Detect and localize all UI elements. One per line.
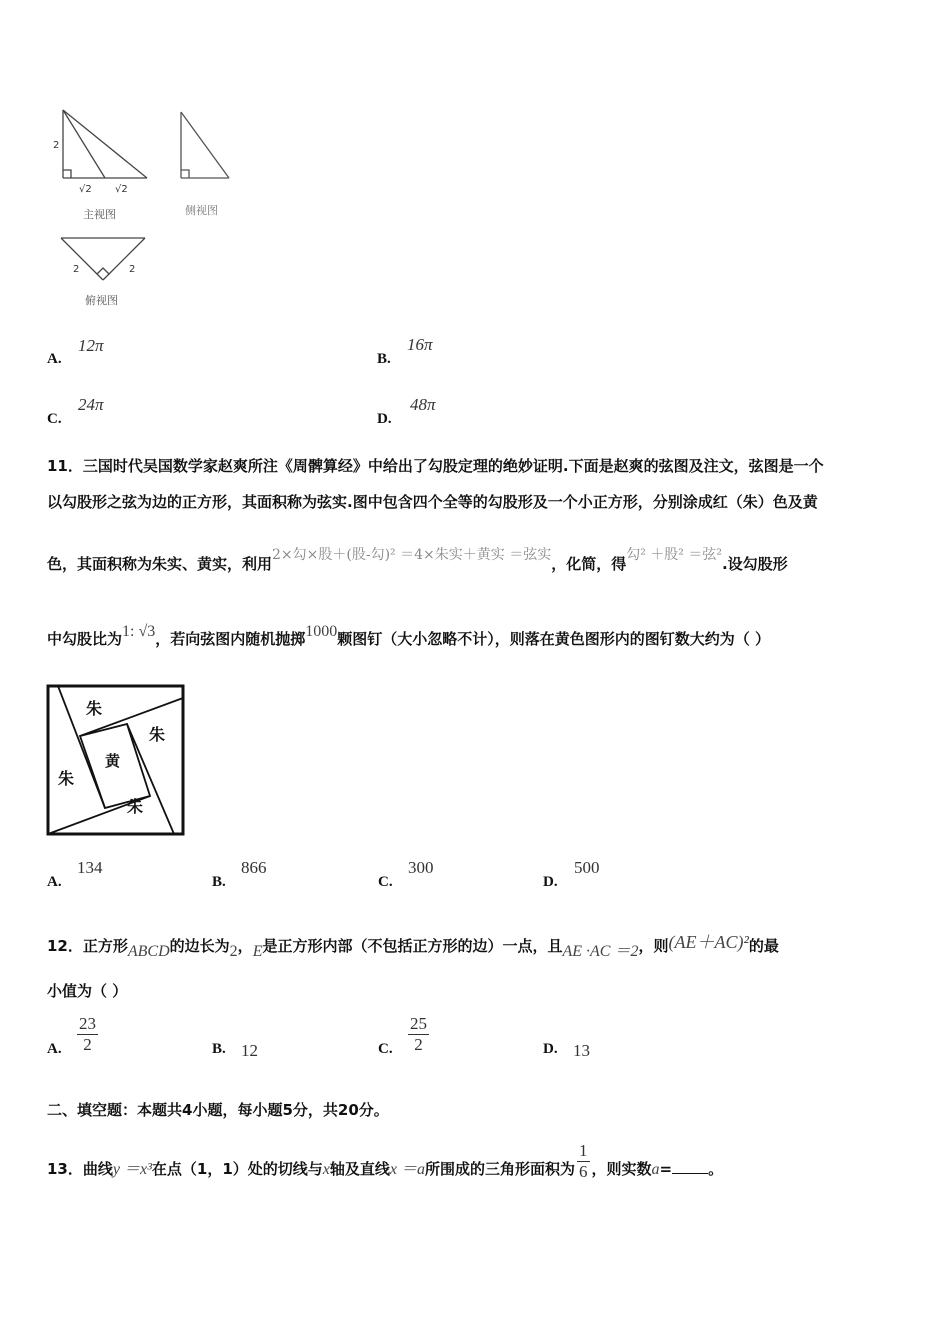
q10-option-a-value: 12π [78,336,104,355]
front-view-caption: 主视图 [83,208,116,221]
q12-option-b-value: 12 [241,1041,258,1060]
q11-line-1: 11．三国时代吴国数学家赵爽所注《周髀算经》中给出了勾股定理的绝妙证明.下面是赵爽的弦图及注文，弦图是一个 [47,457,824,475]
front-label-sqrt2-a: √2 [79,184,92,195]
label-zhu-top: 朱 [86,699,103,718]
q10-option-b-value: 16π [407,335,433,354]
q11-option-c[interactable]: C. [378,874,393,890]
q10-option-c-value: 24π [78,395,104,414]
q11-option-a-value: 134 [77,858,103,877]
q12-side-length: 2 [229,943,238,960]
q13-line: 13．曲线y ＝x³在点（1，1）处的切线与x轴及直线x ＝a所围成的三角形面积为 $\frac{1}{6}$ ，则实数a= 。 [47,1141,724,1181]
q10-option-d-value: 48π [410,395,436,414]
top-view-caption: 俯视图 [85,294,118,307]
q12-option-a[interactable]: A. [47,1041,62,1057]
q11-line-4: 中勾股比为1: √3，若向弦图内随机抛掷1000颗图钉（大小忽略不计），则落在黄色图形内的图钉数大约为（ ） [47,623,770,648]
q11-option-c-value: 300 [408,858,434,877]
q11-ratio: 1: √3 [122,623,156,640]
front-label-2: 2 [53,140,60,151]
label-huang: 黄 [105,752,121,770]
q12-line-2: 小值为（ ） [47,982,128,1000]
q12-point-e: E [252,943,263,960]
q12-option-c-value: $\frac{25}{2}$ [410,1014,427,1054]
q12-expression: (AE＋AC)² [668,932,749,952]
q11-count: 1000 [305,623,338,640]
q11-option-d-value: 500 [574,858,600,877]
q11-line-2: 以勾股形之弦为边的正方形，其面积称为弦实.图中包含四个全等的勾股形及一个小正方形，分别涂成红（朱）色及黄 [47,493,818,511]
q12-option-d-value: 13 [573,1041,590,1060]
label-zhu-right: 朱 [149,725,166,744]
q12-option-c[interactable]: C. [378,1041,393,1057]
q12-option-a-value: $\frac{23}{2}$ [79,1014,96,1054]
three-view-figure [45,100,255,315]
top-label-2-left: 2 [73,264,80,275]
q13-x: x [322,1161,330,1178]
q11-option-b[interactable]: B. [212,874,226,890]
xian-diagram [46,684,186,838]
side-view-caption: 侧视图 [185,204,218,217]
q12-option-b[interactable]: B. [212,1041,226,1057]
q10-option-b[interactable]: B. [377,351,391,367]
q11-formula-1: 2×勾×股＋(股-勾)² ＝4×朱实＋黄实 ＝弦实 [272,547,552,563]
q12-line-1: 12．正方形ABCD的边长为2，E是正方形内部（不包括正方形的边）一点，且AE ·AC ＝2，则(AE＋AC)²的最 [47,932,779,960]
label-zhu-left: 朱 [58,769,75,788]
q13-a: a [651,1161,660,1178]
q11-line-3: 色，其面积称为朱实、黄实，利用2×勾×股＋(股-勾)² ＝4×朱实＋黄实 ＝弦实，化简，得勾² ＋股² ＝弦².设勾股形 [47,547,788,573]
section-2-heading: 二、填空题：本题共4小题，每小题5分，共20分。 [47,1101,389,1119]
q13-curve: y ＝x³ [112,1161,152,1178]
q12-dot-product: AE ·AC ＝2 [562,943,639,960]
front-label-sqrt2-b: √2 [115,184,128,195]
side-view [181,112,229,178]
q11-option-b-value: 866 [241,858,267,877]
q12-option-d[interactable]: D. [543,1041,558,1057]
q11-formula-2: 勾² ＋股² ＝弦² [626,547,722,563]
q11-option-a[interactable]: A. [47,874,62,890]
front-view [63,110,147,178]
q12-abcd: ABCD [127,943,170,960]
q10-option-a[interactable]: A. [47,351,62,367]
q11-option-d[interactable]: D. [543,874,558,890]
q10-option-c[interactable]: C. [47,411,62,427]
label-zhu-bottom: 朱 [127,797,144,816]
q10-option-d[interactable]: D. [377,411,392,427]
q13-area: $\frac{1}{6}$ [579,1141,588,1181]
q13-answer-blank[interactable] [672,1161,708,1174]
top-label-2-right: 2 [129,264,136,275]
q13-line-eq: x ＝a [389,1161,426,1178]
